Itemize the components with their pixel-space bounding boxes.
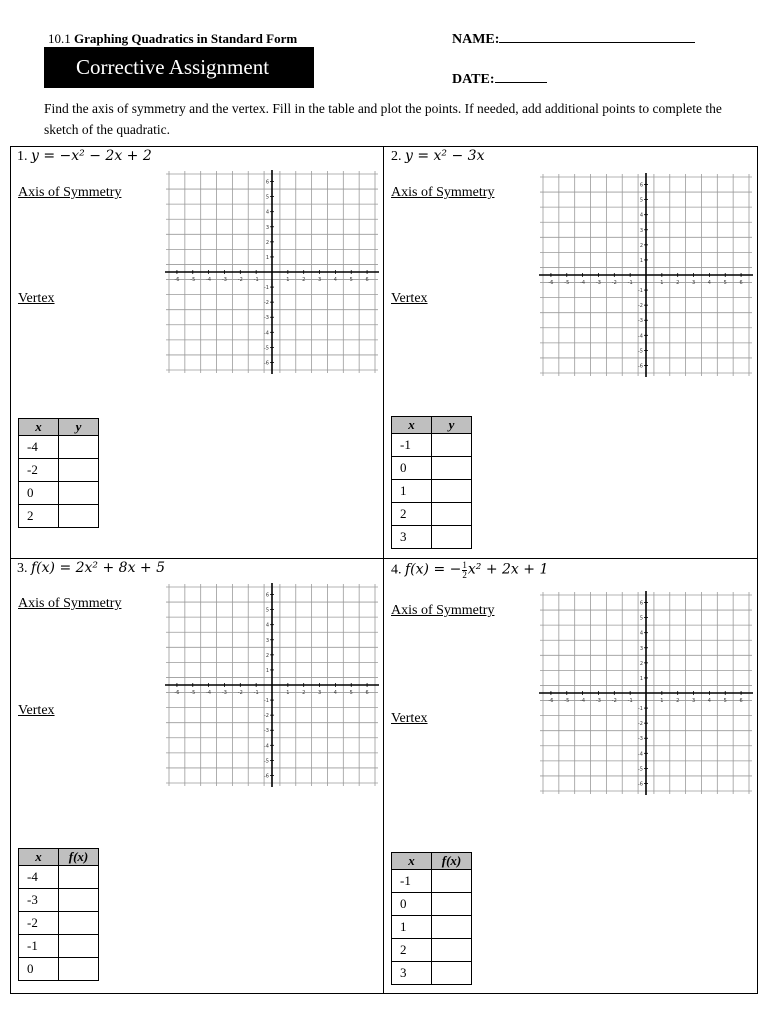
table-row <box>19 482 99 505</box>
y-tick-label: -2 <box>638 721 643 728</box>
axis-of-symmetry-label: Axis of Symmetry <box>18 596 122 611</box>
axis-of-symmetry-label: Axis of Symmetry <box>391 185 495 200</box>
x-tick-label: 6 <box>739 280 743 286</box>
answer-cell[interactable] <box>432 480 472 503</box>
x-tick-label: 2 <box>676 280 680 286</box>
table-row <box>392 480 472 503</box>
problem-number: 1. <box>17 149 28 164</box>
equation-prefix: f(x) = − <box>405 561 462 578</box>
answer-cell[interactable] <box>432 962 472 985</box>
x-tick-label: -1 <box>253 690 259 696</box>
y-tick-label: 1 <box>265 667 269 674</box>
x-tick-label: 5 <box>723 698 727 704</box>
table-row <box>19 459 99 482</box>
x-value: 1 <box>392 916 432 939</box>
table-row <box>392 893 472 916</box>
y-tick-label: 5 <box>265 194 269 201</box>
y-tick-label: -6 <box>264 773 269 780</box>
table-row <box>392 526 472 549</box>
y-tick-label: 4 <box>639 630 643 637</box>
x-tick-label: -3 <box>595 280 601 286</box>
x-tick-label: 1 <box>286 277 290 283</box>
table-row <box>19 505 99 528</box>
x-tick-label: -5 <box>564 280 570 286</box>
problem-1-title <box>17 148 152 165</box>
problem-4-title <box>391 561 548 580</box>
answer-cell[interactable] <box>59 505 99 528</box>
y-tick-label: -5 <box>638 348 643 355</box>
x-tick-label: -2 <box>237 690 243 696</box>
x-value: 2 <box>19 505 59 528</box>
y-tick-label: 4 <box>639 212 643 219</box>
x-tick-label: 4 <box>707 280 711 286</box>
table-header-x: x <box>19 419 59 436</box>
x-tick-label: -6 <box>174 690 180 696</box>
x-tick-label: 5 <box>349 277 353 283</box>
y-tick-label: 4 <box>265 209 269 216</box>
x-value: -1 <box>19 935 59 958</box>
answer-cell[interactable] <box>432 434 472 457</box>
answer-cell[interactable] <box>59 459 99 482</box>
x-tick-label: -5 <box>564 698 570 704</box>
x-tick-label: -4 <box>580 280 586 286</box>
x-tick-label: -1 <box>627 698 633 704</box>
table-row <box>19 958 99 981</box>
x-tick-label: -6 <box>548 698 554 704</box>
y-tick-label: 1 <box>265 254 269 261</box>
problem-number: 3. <box>17 561 28 576</box>
table-row <box>392 457 472 480</box>
table-header-x: x <box>19 849 59 866</box>
answer-cell[interactable] <box>432 939 472 962</box>
table-row <box>392 962 472 985</box>
x-tick-label: 3 <box>691 698 696 704</box>
answer-cell[interactable] <box>59 436 99 459</box>
x-tick-label: -2 <box>611 698 617 704</box>
coordinate-grid[interactable] <box>165 170 379 374</box>
y-tick-label: 3 <box>265 637 269 644</box>
y-tick-label: -3 <box>638 736 643 743</box>
y-tick-label: 3 <box>265 224 269 231</box>
x-tick-label: -5 <box>190 277 196 283</box>
y-tick-label: -1 <box>638 706 643 713</box>
vertex-label: Vertex <box>391 711 428 726</box>
date-blank[interactable] <box>495 71 547 83</box>
y-tick-label: 6 <box>639 182 643 189</box>
value-table <box>18 848 99 981</box>
x-tick-label: -5 <box>190 690 196 696</box>
fraction-denominator: 2 <box>462 570 467 580</box>
answer-cell[interactable] <box>59 912 99 935</box>
problem-3-title <box>17 560 165 577</box>
x-tick-label: 1 <box>286 690 290 696</box>
answer-cell[interactable] <box>432 526 472 549</box>
y-tick-label: 6 <box>265 179 269 186</box>
y-tick-label: 6 <box>639 600 643 607</box>
y-tick-label: -5 <box>264 758 269 765</box>
x-value: 2 <box>392 939 432 962</box>
table-header-y: y <box>59 419 99 436</box>
x-value: 1 <box>392 480 432 503</box>
table-header-fx: f(x) <box>59 849 99 866</box>
answer-cell[interactable] <box>59 958 99 981</box>
answer-cell[interactable] <box>432 916 472 939</box>
x-value: -1 <box>392 870 432 893</box>
y-tick-label: -5 <box>264 345 269 352</box>
name-blank[interactable] <box>499 31 695 43</box>
coordinate-grid[interactable] <box>539 591 753 795</box>
x-value: 3 <box>392 526 432 549</box>
table-header-x: x <box>392 853 432 870</box>
date-label: DATE: <box>452 72 495 87</box>
row-divider <box>10 558 758 559</box>
answer-cell[interactable] <box>59 482 99 505</box>
table-header-x: x <box>392 417 432 434</box>
section-number: 10.1 <box>48 31 71 46</box>
x-tick-label: 2 <box>676 698 680 704</box>
x-tick-label: -2 <box>237 277 243 283</box>
table-row <box>392 916 472 939</box>
x-value: 2 <box>392 503 432 526</box>
y-tick-label: -4 <box>264 743 269 750</box>
problem-number: 2. <box>391 149 402 164</box>
x-tick-label: 4 <box>333 277 337 283</box>
table-row <box>19 912 99 935</box>
x-tick-label: -4 <box>580 698 586 704</box>
x-value: 3 <box>392 962 432 985</box>
y-tick-label: 2 <box>265 239 269 246</box>
answer-cell[interactable] <box>432 893 472 916</box>
vertex-label: Vertex <box>391 291 428 306</box>
x-value: -4 <box>19 866 59 889</box>
answer-cell[interactable] <box>59 889 99 912</box>
problem-number: 4. <box>391 562 402 578</box>
y-tick-label: -1 <box>264 698 269 705</box>
instructions: Find the axis of symmetry and the vertex. Fill in the table and plot the points. If needed, add additional points to complete the sketch of the quadratic. <box>44 101 722 137</box>
x-value: -2 <box>19 912 59 935</box>
section-title: Graphing Quadratics in Standard Form <box>74 31 298 46</box>
y-tick-label: -2 <box>638 303 643 310</box>
fraction-numerator: 1 <box>462 560 467 570</box>
y-tick-label: -1 <box>638 288 643 295</box>
y-tick-label: -4 <box>638 751 643 758</box>
table-row <box>392 870 472 893</box>
x-tick-label: -3 <box>595 698 601 704</box>
answer-cell[interactable] <box>59 935 99 958</box>
y-tick-label: -2 <box>264 713 269 720</box>
x-value: -2 <box>19 459 59 482</box>
y-tick-label: 3 <box>639 645 643 652</box>
y-tick-label: 2 <box>639 660 643 667</box>
date-field[interactable] <box>452 71 547 88</box>
x-tick-label: 2 <box>302 277 306 283</box>
x-tick-label: 5 <box>723 280 727 286</box>
vertex-label: Vertex <box>18 703 55 718</box>
answer-cell[interactable] <box>432 870 472 893</box>
name-field[interactable] <box>452 31 695 48</box>
y-tick-label: -6 <box>638 363 643 370</box>
coordinate-grid[interactable] <box>539 173 753 377</box>
y-tick-label: -4 <box>264 330 269 337</box>
problem-equation: f(x) = 2x² + 8x + 5 <box>31 560 166 576</box>
x-tick-label: 3 <box>317 690 322 696</box>
table-row <box>19 889 99 912</box>
x-value: 0 <box>392 457 432 480</box>
problem-equation: y = −x² − 2x + 2 <box>31 148 152 164</box>
axis-of-symmetry-label: Axis of Symmetry <box>18 185 122 200</box>
y-tick-label: -5 <box>638 766 643 773</box>
y-tick-label: -3 <box>264 728 269 735</box>
table-row <box>392 939 472 962</box>
y-tick-label: -3 <box>264 315 269 322</box>
x-value: -3 <box>19 889 59 912</box>
x-tick-label: -4 <box>206 690 212 696</box>
equation-suffix: x² + 2x + 1 <box>467 561 549 578</box>
axis-of-symmetry-label: Axis of Symmetry <box>391 603 495 618</box>
problem-equation: y = x² − 3x <box>405 148 485 164</box>
table-row <box>19 866 99 889</box>
y-tick-label: 2 <box>265 652 269 659</box>
answer-cell[interactable] <box>59 866 99 889</box>
y-tick-label: 2 <box>639 242 643 249</box>
fraction <box>462 561 467 580</box>
y-tick-label: 5 <box>265 607 269 614</box>
y-tick-label: 6 <box>265 592 269 599</box>
table-header-fx: f(x) <box>432 853 472 870</box>
assignment-banner: Corrective Assignment <box>44 47 314 88</box>
x-tick-label: 2 <box>302 690 306 696</box>
section-heading <box>48 31 297 47</box>
x-tick-label: 6 <box>739 698 743 704</box>
x-value: 0 <box>392 893 432 916</box>
x-tick-label: -3 <box>221 690 227 696</box>
y-tick-label: 3 <box>639 227 643 234</box>
answer-cell[interactable] <box>432 457 472 480</box>
x-tick-label: -4 <box>206 277 212 283</box>
answer-cell[interactable] <box>432 503 472 526</box>
x-tick-label: 6 <box>365 277 369 283</box>
x-tick-label: 4 <box>333 690 337 696</box>
y-tick-label: -1 <box>264 285 269 292</box>
table-row <box>19 935 99 958</box>
table-row <box>392 503 472 526</box>
x-tick-label: 1 <box>660 698 664 704</box>
name-label: NAME: <box>452 32 500 47</box>
y-tick-label: 1 <box>639 675 643 682</box>
y-tick-label: 5 <box>639 615 643 622</box>
x-value: -1 <box>392 434 432 457</box>
x-tick-label: -6 <box>174 277 180 283</box>
x-tick-label: -3 <box>221 277 227 283</box>
table-row <box>19 436 99 459</box>
vertex-label: Vertex <box>18 291 55 306</box>
x-tick-label: -1 <box>627 280 633 286</box>
y-tick-label: -2 <box>264 300 269 307</box>
x-tick-label: 5 <box>349 690 353 696</box>
column-divider <box>383 146 384 994</box>
value-table <box>18 418 99 528</box>
x-tick-label: 3 <box>317 277 322 283</box>
y-tick-label: -6 <box>264 360 269 367</box>
x-value: 0 <box>19 958 59 981</box>
coordinate-grid[interactable] <box>165 583 379 787</box>
x-tick-label: 3 <box>691 280 696 286</box>
table-header-y: y <box>432 417 472 434</box>
x-tick-label: 1 <box>660 280 664 286</box>
x-tick-label: -1 <box>253 277 259 283</box>
x-value: 0 <box>19 482 59 505</box>
x-tick-label: 4 <box>707 698 711 704</box>
x-tick-label: -6 <box>548 280 554 286</box>
y-tick-label: -6 <box>638 781 643 788</box>
value-table <box>391 852 472 985</box>
problem-2-title <box>391 148 484 165</box>
y-tick-label: -3 <box>638 318 643 325</box>
x-tick-label: 6 <box>365 690 369 696</box>
value-table <box>391 416 472 549</box>
table-row <box>392 434 472 457</box>
y-tick-label: 5 <box>639 197 643 204</box>
x-tick-label: -2 <box>611 280 617 286</box>
x-value: -4 <box>19 436 59 459</box>
y-tick-label: -4 <box>638 333 643 340</box>
y-tick-label: 1 <box>639 257 643 264</box>
y-tick-label: 4 <box>265 622 269 629</box>
